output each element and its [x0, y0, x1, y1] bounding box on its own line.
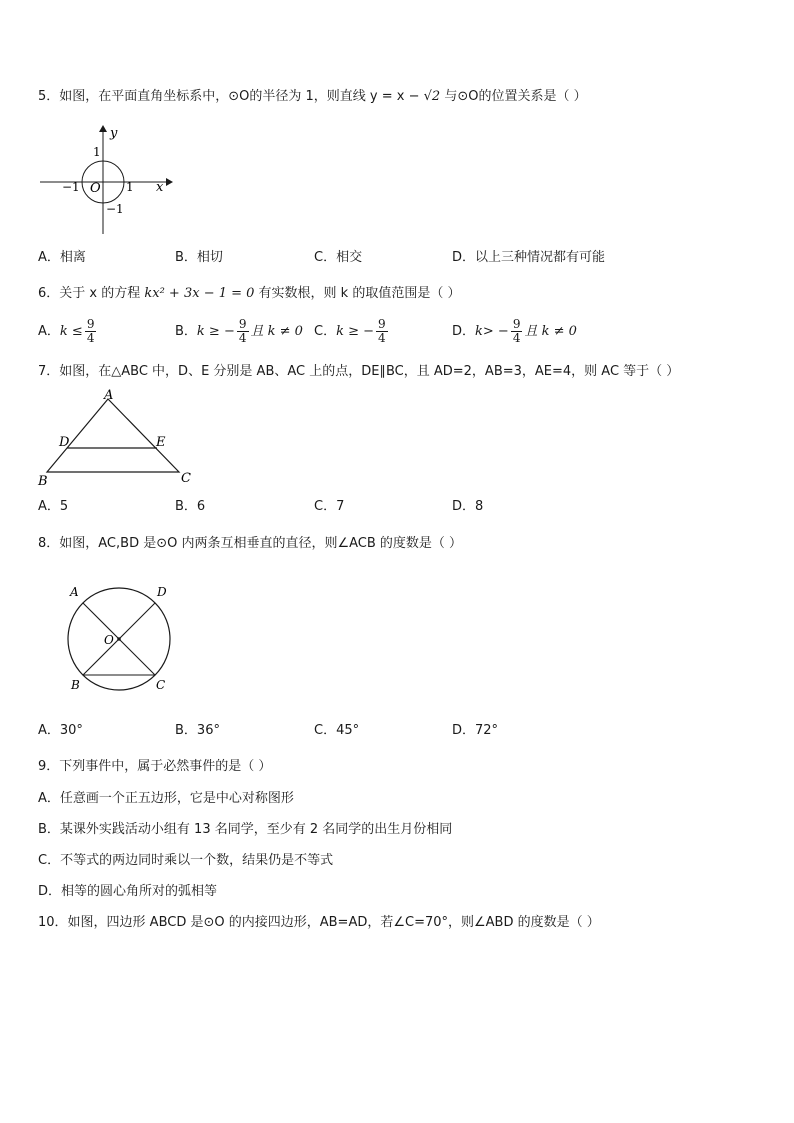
q6-option-d-numerator: 9 [512, 317, 521, 331]
q5-option-c: C．相交 [314, 250, 363, 265]
q5-sqrt2: √2 [423, 89, 441, 104]
q8-fig-label-d: D [157, 585, 167, 599]
q5-fig-origin-label: O [90, 181, 101, 196]
q6-option-a-label: A． [38, 324, 60, 339]
q6-option-d-fraction [511, 318, 523, 345]
q6-option-c-denominator: 4 [378, 331, 386, 345]
q8-option-b: B．36° [175, 723, 220, 738]
q5-option-a: A．相离 [38, 250, 86, 265]
q8-fig-label-b: B [71, 678, 80, 692]
q7-fig-label-d: D [59, 435, 70, 450]
q6-option-c-fraction [376, 318, 388, 345]
q8-option-c: C．45° [314, 723, 360, 738]
q5-figure-coordinate-circle [38, 124, 173, 236]
q6-option-a-numerator: 9 [86, 317, 95, 331]
q9-option-d: D．相等的圆心角所对的弧相等 [38, 884, 218, 899]
q7-figure-triangle [34, 388, 204, 490]
q6-option-b [175, 318, 303, 345]
q5-fig-tick-neg1y: −1 [106, 202, 124, 216]
q6-option-b-tail: 且 k ≠ 0 [250, 324, 303, 339]
q6-option-b-numerator: 9 [238, 317, 247, 331]
q5-fig-y-label: y [110, 126, 118, 141]
q5-option-b: B．相切 [175, 250, 223, 265]
q6-option-c-label: C． [314, 324, 337, 339]
q6-option-d-denominator: 4 [512, 331, 521, 345]
q7-stem: 7．如图，在△ABC 中，D、E 分别是 AB、AC 上的点，DE∥BC，且 AD=2，AB=3，AE=4，则 AC 等于（ ） [38, 364, 680, 379]
q5-fig-tick-pos1x: 1 [126, 180, 134, 194]
q5-stem-a: 5．如图，在平面直角坐标系中，⊙O的半径为 1，则直线 y = x − [38, 89, 424, 104]
q7-option-a: A．5 [38, 499, 69, 514]
q6-stem [38, 285, 460, 303]
q7-fig-label-e: E [156, 435, 166, 450]
q8-stem: 8．如图，AC,BD 是⊙O 内两条互相垂直的直径，则∠ACB 的度数是（ ） [38, 536, 463, 551]
q6-option-b-lhs: k ≥ − [196, 324, 235, 339]
q6-option-b-label: B． [175, 324, 197, 339]
q6-option-a-denominator: 4 [86, 331, 95, 345]
q7-option-c: C．7 [314, 499, 345, 514]
q9-option-b: B．某课外实践活动小组有 13 名同学，至少有 2 名同学的出生月份相同 [38, 822, 453, 837]
q6-option-a-lhs: k ≤ [59, 324, 83, 339]
q8-option-d: D．72° [452, 723, 499, 738]
q8-option-a: A．30° [38, 723, 83, 738]
q6-stem-a: 6．关于 x 的方程 [38, 286, 145, 301]
q7-option-d: D．8 [452, 499, 484, 514]
q5-fig-tick-neg1x: −1 [62, 180, 80, 194]
q8-figure-circle-diameters [60, 580, 180, 700]
q9-option-c: C．不等式的两边同时乘以一个数，结果仍是不等式 [38, 853, 334, 868]
q6-stem-b: 有实数根，则 k 的取值范围是（ ） [254, 286, 461, 301]
q6-option-a-fraction [85, 318, 97, 345]
q8-fig-label-c: C [156, 678, 166, 692]
q9-stem: 9．下列事件中，属于必然事件的是（ ） [38, 759, 272, 774]
q6-option-d-label: D． [452, 324, 476, 339]
q10-stem: 10．如图，四边形 ABCD 是⊙O 的内接四边形，AB=AD，若∠C=70°，则∠ABD 的度数是（ ） [38, 915, 600, 930]
q6-option-d-lhs: k> − [475, 324, 509, 339]
q9-option-a: A．任意画一个正五边形，它是中心对称图形 [38, 791, 294, 806]
q7-fig-label-a: A [104, 388, 114, 403]
q5-stem [38, 88, 587, 106]
q5-fig-x-label: x [156, 180, 164, 195]
q8-fig-label-a: A [70, 585, 79, 599]
q6-option-d-tail: 且 k ≠ 0 [524, 324, 577, 339]
q6-option-c [314, 318, 390, 345]
q5-option-d: D．以上三种情况都有可能 [452, 250, 606, 265]
q6-option-d [452, 318, 577, 345]
q7-fig-label-b: B [38, 474, 48, 489]
q6-equation: kx² + 3x − 1 = 0 [144, 286, 255, 301]
q7-fig-label-c: C [181, 471, 191, 486]
q6-option-c-lhs: k ≥ − [336, 324, 375, 339]
q6-option-c-numerator: 9 [378, 317, 386, 331]
q6-option-b-fraction [237, 318, 249, 345]
q5-fig-tick-pos1y: 1 [93, 145, 101, 159]
q5-stem-b: 与⊙O的位置关系是（ ） [440, 89, 587, 104]
q7-option-b: B．6 [175, 499, 206, 514]
q6-option-b-denominator: 4 [238, 331, 247, 345]
q8-fig-label-o: O [104, 633, 114, 647]
q6-option-a [38, 318, 98, 345]
